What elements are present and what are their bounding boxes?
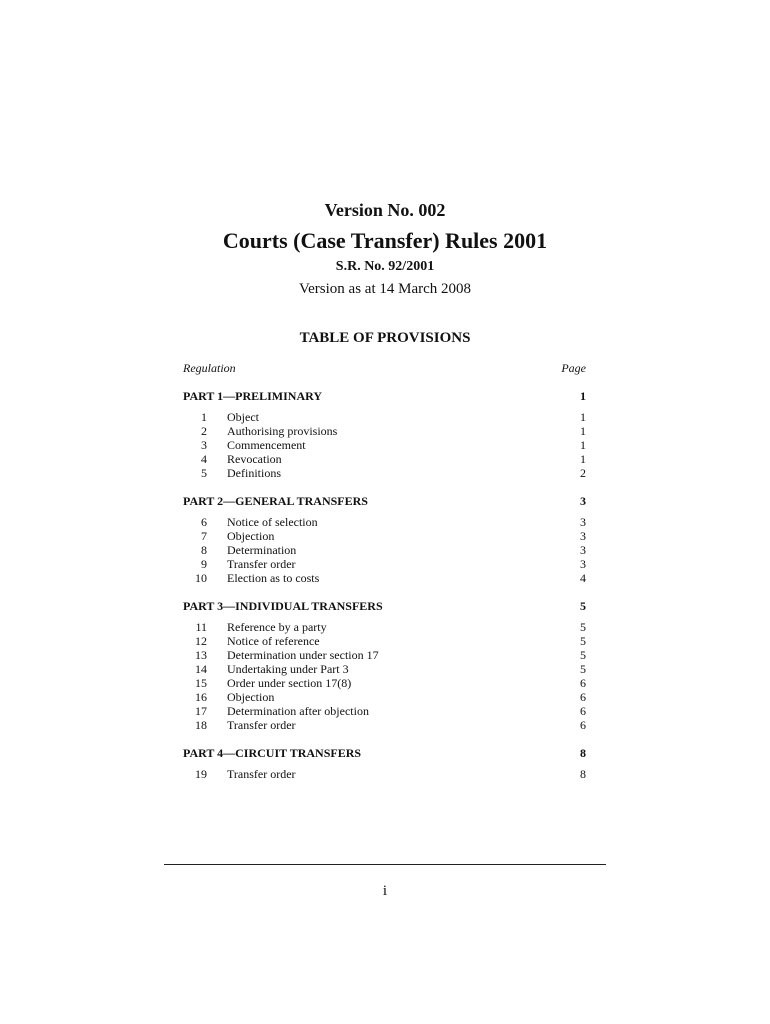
toc-part	[183, 746, 586, 781]
provision-row[interactable]	[183, 438, 586, 452]
provision-number: 18	[195, 718, 207, 732]
provision-page: 8	[580, 767, 586, 781]
provision-number: 1	[201, 410, 207, 424]
part-heading-row[interactable]	[183, 746, 586, 761]
provision-number: 10	[195, 571, 207, 585]
provision-page: 3	[580, 543, 586, 557]
provision-row[interactable]	[183, 767, 586, 781]
provision-number: 4	[201, 452, 207, 466]
statutory-rule-number: S.R. No. 92/2001	[335, 259, 435, 274]
provision-number: 15	[195, 676, 207, 690]
provision-title: Transfer order	[227, 767, 296, 781]
provision-title: Commencement	[227, 438, 306, 452]
provision-row[interactable]	[183, 620, 586, 634]
provision-row[interactable]	[183, 543, 586, 557]
provision-number: 3	[201, 438, 207, 452]
provision-title: Object	[227, 410, 259, 424]
provision-page: 3	[580, 515, 586, 529]
toc-part	[183, 599, 586, 732]
part-page: 3	[580, 494, 586, 508]
provision-page: 5	[580, 662, 586, 676]
provision-page: 5	[580, 648, 586, 662]
provision-row[interactable]	[183, 466, 586, 480]
provision-number: 14	[195, 662, 207, 676]
provision-title: Transfer order	[227, 557, 296, 571]
provision-row[interactable]	[183, 718, 586, 732]
provision-page: 4	[580, 571, 586, 585]
provision-row[interactable]	[183, 662, 586, 676]
part-title: PART 4—CIRCUIT TRANSFERS	[183, 746, 362, 760]
part-heading-row[interactable]	[183, 599, 586, 614]
provision-number: 16	[195, 690, 207, 704]
provision-title: Notice of reference	[227, 634, 320, 648]
provision-row[interactable]	[183, 557, 586, 571]
toc-part	[183, 389, 586, 480]
footer-divider	[164, 864, 606, 865]
version-number: Version No. 002	[324, 200, 446, 220]
provision-title: Notice of selection	[227, 515, 318, 529]
provision-title: Objection	[227, 690, 275, 704]
provision-row[interactable]	[183, 704, 586, 718]
part-page: 1	[580, 389, 586, 403]
provision-title: Transfer order	[227, 718, 296, 732]
provision-title: Revocation	[227, 452, 282, 466]
provision-number: 5	[201, 466, 207, 480]
part-title: PART 3—INDIVIDUAL TRANSFERS	[183, 599, 383, 613]
provision-title: Determination after objection	[227, 704, 369, 718]
provision-page: 1	[580, 410, 586, 424]
provision-title: Objection	[227, 529, 275, 543]
provision-title: Reference by a party	[227, 620, 327, 634]
part-page: 8	[580, 746, 586, 760]
page-number: i	[382, 883, 388, 899]
toc-heading: TABLE OF PROVISIONS	[299, 330, 471, 346]
provision-page: 3	[580, 529, 586, 543]
provision-row[interactable]	[183, 515, 586, 529]
provision-number: 13	[195, 648, 207, 662]
table-of-provisions	[183, 389, 586, 795]
part-heading-row[interactable]	[183, 494, 586, 509]
provision-page: 6	[580, 676, 586, 690]
part-heading-row[interactable]	[183, 389, 586, 404]
provision-page: 2	[580, 466, 586, 480]
provision-row[interactable]	[183, 529, 586, 543]
provision-row[interactable]	[183, 410, 586, 424]
provision-title: Determination	[227, 543, 297, 557]
provision-number: 6	[201, 515, 207, 529]
provision-title: Authorising provisions	[227, 424, 338, 438]
provision-row[interactable]	[183, 634, 586, 648]
provision-row[interactable]	[183, 648, 586, 662]
provision-number: 8	[201, 543, 207, 557]
provision-page: 5	[580, 620, 586, 634]
provision-page: 6	[580, 718, 586, 732]
provision-title: Determination under section 17	[227, 648, 379, 662]
part-page: 5	[580, 599, 586, 613]
toc-part	[183, 494, 586, 585]
provision-number: 19	[195, 767, 207, 781]
provision-title: Election as to costs	[227, 571, 320, 585]
provision-page: 1	[580, 424, 586, 438]
provision-number: 2	[201, 424, 207, 438]
provision-row[interactable]	[183, 424, 586, 438]
provision-title: Undertaking under Part 3	[227, 662, 349, 676]
regulation-column-label: Regulation	[183, 361, 236, 375]
part-title: PART 2—GENERAL TRANSFERS	[183, 494, 368, 508]
provision-page: 1	[580, 438, 586, 452]
provision-page: 6	[580, 690, 586, 704]
provision-row[interactable]	[183, 571, 586, 585]
provision-number: 12	[195, 634, 207, 648]
provision-page: 3	[580, 557, 586, 571]
provision-row[interactable]	[183, 452, 586, 466]
version-date: Version as at 14 March 2008	[298, 281, 472, 297]
provision-title: Definitions	[227, 466, 281, 480]
provision-row[interactable]	[183, 690, 586, 704]
provision-page: 6	[580, 704, 586, 718]
document-title: Courts (Case Transfer) Rules 2001	[222, 228, 548, 253]
provision-page: 1	[580, 452, 586, 466]
provision-number: 17	[195, 704, 207, 718]
part-title: PART 1—PRELIMINARY	[183, 389, 323, 403]
provision-page: 5	[580, 634, 586, 648]
provision-row[interactable]	[183, 676, 586, 690]
page-column-label: Page	[561, 361, 586, 375]
provision-title: Order under section 17(8)	[227, 676, 352, 690]
provision-number: 7	[201, 529, 207, 543]
provision-number: 9	[201, 557, 207, 571]
provision-number: 11	[195, 620, 207, 634]
